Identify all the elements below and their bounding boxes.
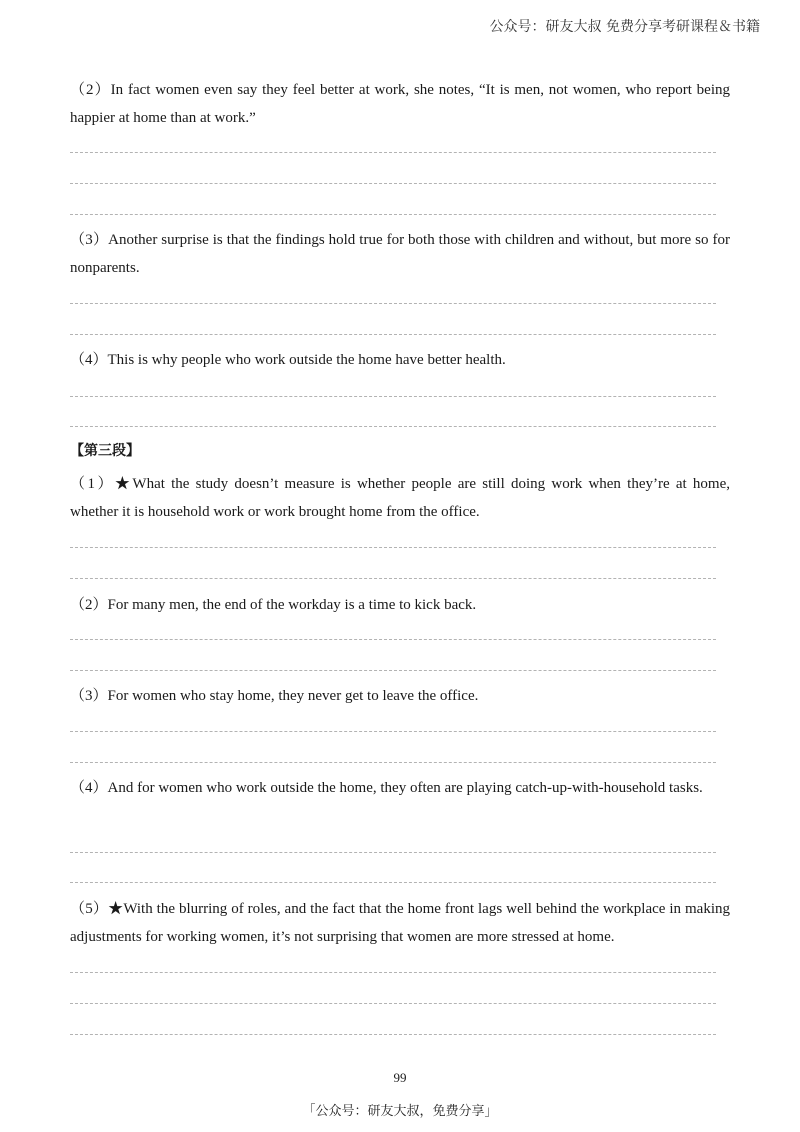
answer-line bbox=[70, 1003, 716, 1004]
answer-line bbox=[70, 426, 716, 427]
answer-line bbox=[70, 547, 716, 548]
sentence-text: （4）And for women who work outside the home, they often are playing catch-up-with-household tasks. bbox=[70, 780, 703, 796]
sentence-block bbox=[70, 76, 730, 132]
sentence-block bbox=[70, 226, 730, 282]
answer-line bbox=[70, 334, 716, 335]
sentence-block bbox=[70, 470, 730, 526]
answer-line bbox=[70, 396, 716, 397]
sentence-block bbox=[70, 682, 730, 710]
sentence-text: （2）In fact women even say they feel better at work, she notes, “It is men, not women, who report being happier at home than at work.” bbox=[70, 82, 730, 126]
answer-line bbox=[70, 183, 716, 184]
answer-line bbox=[70, 731, 716, 732]
section-title: 【第三段】 bbox=[70, 443, 140, 459]
answer-line bbox=[70, 303, 716, 304]
sentence-text: （1）★What the study doesn’t measure is whether people are still doing work when they’re at home, whether it is household work or work brought home from the office. bbox=[70, 476, 730, 520]
page-number: 99 bbox=[393, 1070, 407, 1085]
answer-line bbox=[70, 852, 716, 853]
page-header: 公众号：研友大叔 免费分享考研课程＆书籍 bbox=[489, 19, 760, 35]
answer-line bbox=[70, 670, 716, 671]
sentence-text: （3）For women who stay home, they never get to leave the office. bbox=[70, 688, 479, 704]
answer-line bbox=[70, 762, 716, 763]
sentence-text: （2）For many men, the end of the workday is a time to kick back. bbox=[70, 597, 477, 613]
answer-line bbox=[70, 972, 716, 973]
sentence-text: （3）Another surprise is that the findings hold true for both those with children and without, but more so for nonparents. bbox=[70, 232, 730, 276]
sentence-block bbox=[70, 591, 730, 619]
answer-line bbox=[70, 882, 716, 883]
section-heading-block bbox=[70, 440, 730, 460]
sentence-block bbox=[70, 346, 730, 374]
answer-line bbox=[70, 152, 716, 153]
page-footer: 「公众号：研友大叔，免费分享」 bbox=[302, 1104, 498, 1119]
answer-line bbox=[70, 214, 716, 215]
answer-line bbox=[70, 578, 716, 579]
sentence-block bbox=[70, 895, 730, 951]
answer-line bbox=[70, 1034, 716, 1035]
sentence-text: （4）This is why people who work outside the home have better health. bbox=[70, 352, 506, 368]
answer-line bbox=[70, 639, 716, 640]
sentence-block bbox=[70, 774, 730, 802]
sentence-text: （5）★With the blurring of roles, and the fact that the home front lags well behind the workplace in making adjustments for working women, it’s not surprising that women are more stressed at home. bbox=[70, 901, 730, 945]
